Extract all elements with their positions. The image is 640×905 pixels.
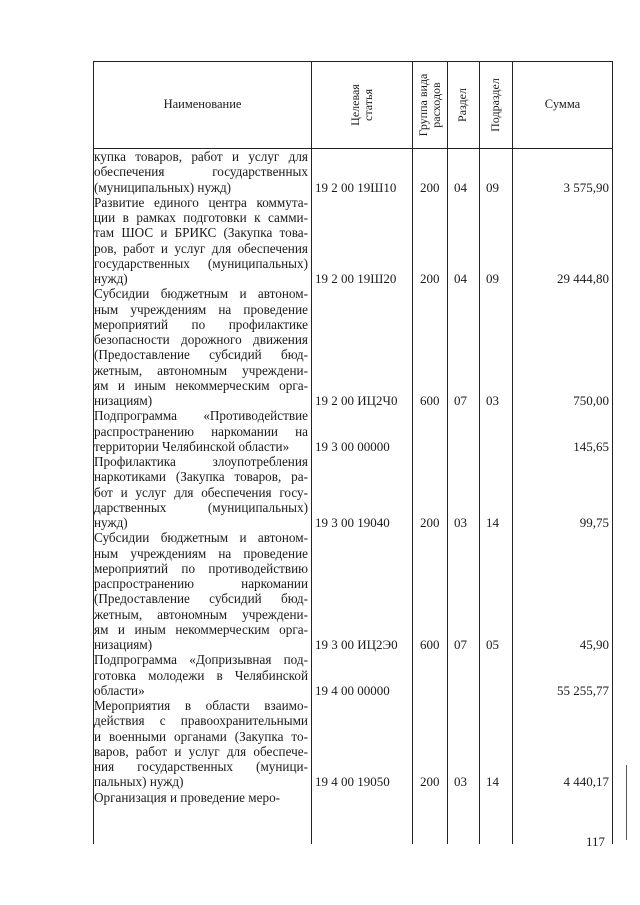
table-row	[94, 530, 612, 652]
row-section: 03	[454, 774, 467, 790]
row-name-line: Подпрограмма «Допризывная под-	[94, 652, 308, 668]
row-name-line: готовка молодежи в Челябинской	[94, 667, 308, 683]
row-target-code: 19 3 00 ИЦ2Э0	[315, 637, 398, 652]
row-sum: 99,75	[579, 515, 609, 530]
table-row	[94, 195, 612, 287]
header-target	[349, 61, 375, 149]
row-target-code: 19 3 00 19040	[315, 515, 390, 530]
header-section-text: Раздел	[455, 88, 469, 122]
row-name-line: Субсидии бюджетным и автоном-	[94, 530, 308, 546]
row-name-line: (Предоставление субсидий бюд-	[94, 591, 308, 607]
row-name-line: Развитие единого центра коммута-	[94, 194, 308, 210]
row-name	[94, 408, 308, 454]
row-name-line: низациям)	[94, 637, 153, 652]
row-name	[94, 530, 308, 652]
header-section	[456, 74, 470, 136]
row-name	[94, 454, 308, 530]
row-name-line: области»	[94, 682, 145, 698]
row-name-line: мероприятий по противодействию	[94, 560, 308, 576]
header-group	[417, 62, 443, 148]
row-name-line: пальных) нужд)	[94, 774, 184, 790]
row-section: 04	[454, 179, 467, 195]
row-expense-group: 200	[420, 271, 440, 286]
row-name-line: территории Челябинской области»	[94, 438, 290, 454]
row-sum: 145,65	[573, 438, 609, 454]
row-name-line: распространению наркомании	[94, 576, 308, 591]
row-name-line: ным учреждениям на проведение	[94, 545, 308, 561]
header-group-line1: Группа вида	[416, 73, 430, 137]
header-subsection	[489, 65, 503, 145]
header-name	[94, 98, 311, 111]
row-sum: 750,00	[573, 393, 609, 408]
row-name-line: Профилактика злоупотребления	[94, 454, 308, 469]
row-name-line: бот и услуг для обеспечения госу-	[94, 484, 308, 500]
row-sum: 4 440,17	[563, 774, 609, 790]
row-section: 03	[454, 515, 467, 530]
table-row	[94, 652, 612, 698]
row-subsection: 09	[486, 271, 499, 286]
header-group-line2: расходов	[428, 82, 443, 128]
row-name	[94, 652, 308, 698]
row-subsection: 09	[486, 179, 499, 195]
row-name-line: Подпрограмма «Противодействие	[94, 408, 308, 424]
row-name-line: обеспечения государственных	[94, 164, 308, 180]
row-target-code: 19 3 00 00000	[315, 438, 390, 454]
row-name-line: Субсидии бюджетным и автоном-	[94, 286, 308, 302]
row-name-line: ния государственных (муници-	[94, 759, 308, 774]
table-right-border	[612, 61, 613, 844]
row-name-line: нужд)	[94, 271, 128, 286]
row-name-line: Мероприятия в области взаимо-	[94, 698, 308, 713]
row-name-line: жетным, автономным учреждени-	[94, 606, 308, 622]
header-target-line2: статья	[360, 89, 375, 121]
row-subsection: 14	[486, 515, 499, 530]
row-section: 07	[454, 637, 467, 652]
row-name-line: купка товаров, работ и услуг для	[94, 149, 308, 164]
row-subsection: 03	[486, 393, 499, 408]
header-target-line1: Целевая	[348, 84, 362, 126]
row-name-line: ям и иным некоммерческим орга-	[94, 377, 308, 393]
row-name-line: мероприятий по профилактике	[94, 316, 308, 332]
row-name	[94, 790, 308, 805]
row-name-line: государственных (муниципальных)	[94, 255, 308, 271]
row-sum: 55 255,77	[557, 682, 609, 698]
row-name-line: там ШОС и БРИКС (Закупка това-	[94, 225, 308, 241]
page-number: 117	[586, 834, 606, 849]
row-name-line: (муниципальных) нужд)	[94, 179, 232, 195]
row-target-code: 19 2 00 19Ш20	[315, 271, 397, 286]
row-name-line: варов, работ и услуг для обеспече-	[94, 743, 308, 759]
row-expense-group: 200	[420, 515, 440, 530]
row-subsection: 05	[486, 637, 499, 652]
row-name-line: наркотиками (Закупка товаров, ра-	[94, 469, 308, 485]
header-sum	[513, 98, 612, 111]
row-name-line: ции в рамках подготовки к самми-	[94, 210, 308, 225]
row-subsection: 14	[486, 774, 499, 790]
row-sum: 29 444,80	[557, 271, 609, 286]
row-name-line: нужд)	[94, 515, 128, 530]
row-name-line: распространению наркомании на	[94, 423, 308, 439]
row-name-line: безопасности дорожного движения	[94, 332, 308, 347]
header-name-text: Наименование	[163, 97, 242, 111]
row-sum: 45,90	[579, 637, 609, 652]
row-section: 04	[454, 271, 467, 286]
row-name-line: жетным, автономным учреждени-	[94, 362, 308, 378]
row-name	[94, 698, 308, 790]
row-target-code: 19 4 00 00000	[315, 682, 390, 698]
row-name	[94, 149, 308, 195]
header-sum-text: Сумма	[544, 97, 581, 111]
row-name	[94, 195, 308, 287]
row-section: 07	[454, 393, 467, 408]
row-name-line: и военными органами (Закупка то-	[94, 728, 308, 744]
row-name-line: ров, работ и услуг для обеспечения	[94, 240, 308, 256]
header-subsection-text: Подраздел	[488, 78, 502, 132]
table-row	[94, 408, 612, 454]
row-expense-group: 200	[420, 774, 440, 790]
table-row	[94, 698, 612, 790]
row-sum: 3 575,90	[563, 179, 609, 195]
row-name-line: ным учреждениям на проведение	[94, 301, 308, 317]
row-name-line: действия с правоохранительными	[94, 713, 308, 729]
margin-line	[626, 765, 627, 840]
table-row	[94, 149, 612, 195]
table-row	[94, 454, 612, 530]
row-name-line: низациям)	[94, 393, 153, 408]
row-expense-group: 600	[420, 393, 440, 408]
row-target-code: 19 4 00 19050	[315, 774, 390, 790]
row-target-code: 19 2 00 19Ш10	[315, 179, 397, 195]
row-name-line: ям и иным некоммерческим орга-	[94, 621, 308, 637]
table-row	[94, 286, 612, 408]
table-row	[94, 790, 612, 805]
row-name-line: (Предоставление субсидий бюд-	[94, 347, 308, 363]
row-name	[94, 286, 308, 408]
row-target-code: 19 2 00 ИЦ2Ч0	[315, 393, 398, 408]
row-expense-group: 600	[420, 637, 440, 652]
row-name-line: дарственных (муниципальных)	[94, 499, 308, 515]
table-body	[94, 149, 612, 805]
row-name-line: Организация и проведение меро-	[94, 789, 281, 805]
row-expense-group: 200	[420, 179, 440, 195]
